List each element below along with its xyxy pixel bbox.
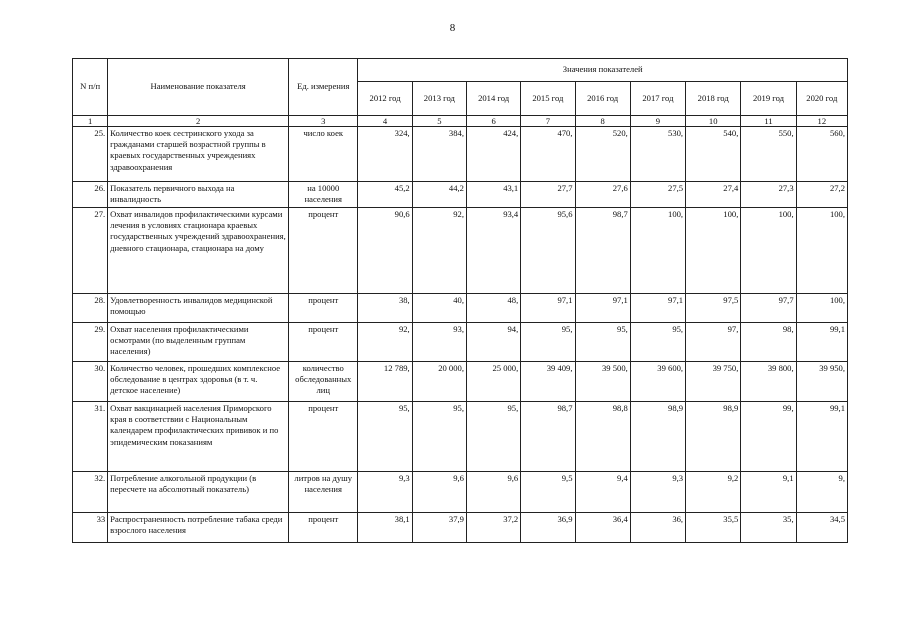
indicator-name: Охват населения профилактическими осмотрами (по выделенным группам населения) <box>108 323 289 362</box>
row-number: 33 <box>73 513 108 543</box>
indicator-name: Распространенность потребление табака среди взрослого населения <box>108 513 289 543</box>
row-number: 32. <box>73 472 108 513</box>
value-cell: 25 000, <box>466 362 520 402</box>
value-cell: 35,5 <box>686 513 741 543</box>
value-cell: 95,6 <box>521 208 575 294</box>
table-row <box>73 362 848 402</box>
year-header: 2013 год <box>412 82 466 116</box>
year-header: 2015 год <box>521 82 575 116</box>
column-number: 9 <box>630 116 685 127</box>
year-header: 2017 год <box>630 82 685 116</box>
value-cell: 27,5 <box>630 182 685 208</box>
value-cell: 27,3 <box>741 182 796 208</box>
column-number: 10 <box>686 116 741 127</box>
value-cell: 9,3 <box>358 472 412 513</box>
table-row <box>73 472 848 513</box>
value-cell: 97,7 <box>741 294 796 323</box>
indicator-name: Количество коек сестринского ухода за гражданами старшей возрастной группы в краевых государственных учреждениях здравоохранения <box>108 127 289 182</box>
column-number-row <box>73 116 848 127</box>
column-number: 2 <box>108 116 289 127</box>
table-row <box>73 402 848 472</box>
unit-header: Ед. измерения <box>289 59 358 116</box>
value-cell: 94, <box>466 323 520 362</box>
indicator-name: Удовлетворенность инвалидов медицинской помощью <box>108 294 289 323</box>
row-number: 26. <box>73 182 108 208</box>
indicator-name: Потребление алкогольной продукции (в пересчете на абсолютный показатель) <box>108 472 289 513</box>
year-header: 2020 год <box>796 82 847 116</box>
value-cell: 98,8 <box>575 402 630 472</box>
value-cell: 93, <box>412 323 466 362</box>
indicator-name: Охват инвалидов профилактическими курсами лечения в условиях стационара краевых государственных учреждений здравоохранения, дневного стационара, стационара на дому <box>108 208 289 294</box>
value-cell: 9,5 <box>521 472 575 513</box>
values-header: Значения показателей <box>358 59 848 82</box>
unit-cell: количество обследованных лиц <box>289 362 358 402</box>
value-cell: 9,6 <box>466 472 520 513</box>
num-header: N п/п <box>73 59 108 116</box>
value-cell: 9,6 <box>412 472 466 513</box>
value-cell: 100, <box>741 208 796 294</box>
value-cell: 98,7 <box>521 402 575 472</box>
value-cell: 520, <box>575 127 630 182</box>
table-row <box>73 323 848 362</box>
value-cell: 100, <box>630 208 685 294</box>
value-cell: 35, <box>741 513 796 543</box>
table-row <box>73 294 848 323</box>
year-header: 2014 год <box>466 82 520 116</box>
indicator-name: Охват вакцинацией населения Приморского края в соответствии с Национальным календарем профилактических прививок и по эпидемическим показаниям <box>108 402 289 472</box>
unit-cell: процент <box>289 208 358 294</box>
unit-cell: литров на душу населения <box>289 472 358 513</box>
value-cell: 92, <box>358 323 412 362</box>
value-cell: 550, <box>741 127 796 182</box>
value-cell: 98,9 <box>630 402 685 472</box>
value-cell: 95, <box>630 323 685 362</box>
value-cell: 97,1 <box>575 294 630 323</box>
row-number: 29. <box>73 323 108 362</box>
column-number: 6 <box>466 116 520 127</box>
value-cell: 12 789, <box>358 362 412 402</box>
value-cell: 100, <box>796 294 847 323</box>
unit-cell: процент <box>289 323 358 362</box>
row-number: 31. <box>73 402 108 472</box>
value-cell: 384, <box>412 127 466 182</box>
value-cell: 9, <box>796 472 847 513</box>
value-cell: 27,7 <box>521 182 575 208</box>
value-cell: 98,9 <box>686 402 741 472</box>
value-cell: 95, <box>466 402 520 472</box>
value-cell: 39 950, <box>796 362 847 402</box>
value-cell: 44,2 <box>412 182 466 208</box>
unit-cell: процент <box>289 294 358 323</box>
value-cell: 36, <box>630 513 685 543</box>
value-cell: 99,1 <box>796 402 847 472</box>
indicator-name: Показатель первичного выхода на инвалидность <box>108 182 289 208</box>
value-cell: 38,1 <box>358 513 412 543</box>
name-header: Наименование показателя <box>108 59 289 116</box>
unit-cell: число коек <box>289 127 358 182</box>
value-cell: 36,9 <box>521 513 575 543</box>
value-cell: 43,1 <box>466 182 520 208</box>
value-cell: 95, <box>575 323 630 362</box>
value-cell: 98,7 <box>575 208 630 294</box>
unit-cell: процент <box>289 513 358 543</box>
value-cell: 39 800, <box>741 362 796 402</box>
value-cell: 99,1 <box>796 323 847 362</box>
value-cell: 95, <box>358 402 412 472</box>
value-cell: 48, <box>466 294 520 323</box>
value-cell: 470, <box>521 127 575 182</box>
year-header: 2016 год <box>575 82 630 116</box>
value-cell: 20 000, <box>412 362 466 402</box>
value-cell: 27,2 <box>796 182 847 208</box>
value-cell: 39 409, <box>521 362 575 402</box>
value-cell: 92, <box>412 208 466 294</box>
value-cell: 9,3 <box>630 472 685 513</box>
column-number: 4 <box>358 116 412 127</box>
value-cell: 40, <box>412 294 466 323</box>
table-body <box>73 116 848 543</box>
value-cell: 34,5 <box>796 513 847 543</box>
value-cell: 39 750, <box>686 362 741 402</box>
value-cell: 97, <box>686 323 741 362</box>
row-number: 27. <box>73 208 108 294</box>
indicators-table <box>72 58 848 543</box>
value-cell: 9,4 <box>575 472 630 513</box>
value-cell: 98, <box>741 323 796 362</box>
row-number: 25. <box>73 127 108 182</box>
value-cell: 37,9 <box>412 513 466 543</box>
value-cell: 39 500, <box>575 362 630 402</box>
column-number: 1 <box>73 116 108 127</box>
value-cell: 90,6 <box>358 208 412 294</box>
table-header <box>73 59 848 116</box>
row-number: 30. <box>73 362 108 402</box>
row-number: 28. <box>73 294 108 323</box>
value-cell: 9,1 <box>741 472 796 513</box>
value-cell: 38, <box>358 294 412 323</box>
value-cell: 530, <box>630 127 685 182</box>
column-number: 12 <box>796 116 847 127</box>
value-cell: 9,2 <box>686 472 741 513</box>
value-cell: 97,1 <box>630 294 685 323</box>
year-header: 2018 год <box>686 82 741 116</box>
column-number: 7 <box>521 116 575 127</box>
page-number: 8 <box>449 22 456 34</box>
value-cell: 95, <box>521 323 575 362</box>
value-cell: 37,2 <box>466 513 520 543</box>
value-cell: 45,2 <box>358 182 412 208</box>
table-row <box>73 182 848 208</box>
column-number: 5 <box>412 116 466 127</box>
value-cell: 540, <box>686 127 741 182</box>
value-cell: 100, <box>686 208 741 294</box>
column-number: 11 <box>741 116 796 127</box>
unit-cell: процент <box>289 402 358 472</box>
value-cell: 99, <box>741 402 796 472</box>
year-header: 2012 год <box>358 82 412 116</box>
column-number: 3 <box>289 116 358 127</box>
table-row <box>73 513 848 543</box>
value-cell: 324, <box>358 127 412 182</box>
value-cell: 97,5 <box>686 294 741 323</box>
value-cell: 36,4 <box>575 513 630 543</box>
table-row <box>73 208 848 294</box>
value-cell: 39 600, <box>630 362 685 402</box>
value-cell: 424, <box>466 127 520 182</box>
unit-cell: на 10000 населения <box>289 182 358 208</box>
value-cell: 97,1 <box>521 294 575 323</box>
value-cell: 560, <box>796 127 847 182</box>
value-cell: 93,4 <box>466 208 520 294</box>
value-cell: 95, <box>412 402 466 472</box>
indicator-name: Количество человек, прошедших комплексное обследование в центрах здоровья (в т. ч. детское население) <box>108 362 289 402</box>
value-cell: 27,6 <box>575 182 630 208</box>
column-number: 8 <box>575 116 630 127</box>
year-header: 2019 год <box>741 82 796 116</box>
value-cell: 27,4 <box>686 182 741 208</box>
value-cell: 100, <box>796 208 847 294</box>
table-row <box>73 127 848 182</box>
